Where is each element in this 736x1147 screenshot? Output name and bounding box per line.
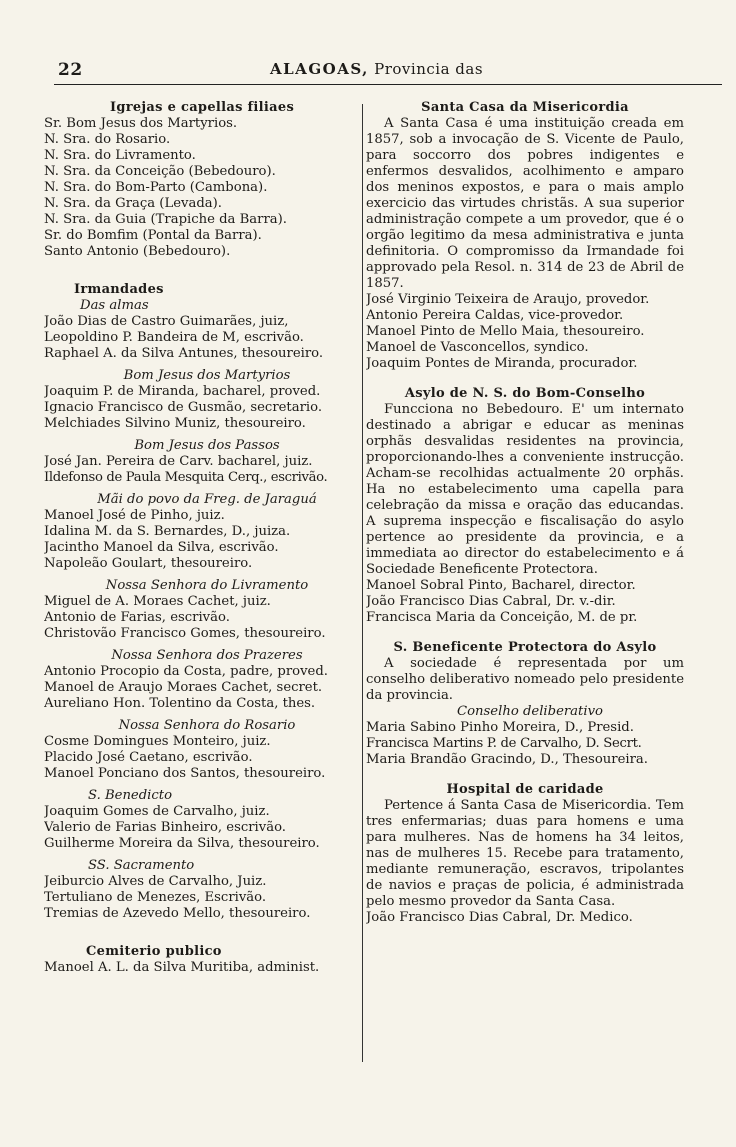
hospital-line: João Francisco Dias Cabral, Dr. Medico. <box>366 910 633 925</box>
santa-casa-text: A Santa Casa é uma instituição creada em 1857, sob a invocação de S. Vicente de Paulo, para soccorro dos pobres indigentes e enfermos desvalidos, acolhimento e amparo dos meninos expostos, e para o mais amplo exercicio das virtudes christãs. A sua superior administração compete a um provedor, que é o orgão legitimo da mesa administrativa e junta definitoria. O compromisso da Irmandade foi approvado pela Resol. n. 314 de 23 de Abril de 1857. <box>366 116 684 291</box>
santa-casa-line: Manoel Pinto de Mello Maia, thesoureiro. <box>366 324 645 339</box>
column-divider <box>362 104 363 1062</box>
santa-casa-line: José Virginio Teixeira de Araujo, provedor. <box>366 292 650 307</box>
igrejas-list <box>44 116 360 260</box>
santa-casa-line: Antonio Pereira Caldas, vice-provedor. <box>366 308 624 323</box>
group-line: Manoel de Araujo Moraes Cachet, secret. <box>44 680 323 695</box>
sociedade-sub: Conselho deliberativo <box>457 704 603 719</box>
group-title: Bom Jesus dos Passos <box>134 438 280 453</box>
santa-casa-heading: Santa Casa da Misericordia <box>421 100 629 115</box>
group-line: Valerio de Farias Binheiro, escrivão. <box>44 820 286 835</box>
group-line: Manoel José de Pinho, juiz. <box>44 508 225 523</box>
group-line: Leopoldino P. Bandeira de M, escrivão. <box>44 330 304 345</box>
sociedade-heading: S. Beneficente Protectora do Asylo <box>393 640 657 655</box>
hospital-text: Pertence á Santa Casa de Misericordia. Tem tres enfermarias; duas para homens e uma para mulheres. Nas de homens ha 34 leitos, nas de mulheres 15. Recebe para tratamento, mediante remuneração, escravos, tripolantes de navios e praças de policia, é administrada pelo mesmo provedor da Santa Casa. <box>366 798 684 909</box>
asylo-line: Manoel Sobral Pinto, Bacharel, director. <box>366 578 636 593</box>
group-line: Antonio de Farias, escrivão. <box>44 610 230 625</box>
group-line: Joaquim Gomes de Carvalho, juiz. <box>44 804 270 819</box>
list-item: N. Sra. da Graça (Levada). <box>44 196 222 211</box>
list-item: Sr. do Bomfim (Pontal da Barra). <box>44 228 262 243</box>
hospital-heading: Hospital de caridade <box>446 782 604 797</box>
sociedade-line: Maria Brandão Gracindo, D., Thesoureira. <box>366 752 648 767</box>
group-line: Ignacio Francisco de Gusmão, secretario. <box>44 400 323 415</box>
group-title: SS. Sacramento <box>88 858 195 873</box>
asylo-line: João Francisco Dias Cabral, Dr. v.-dir. <box>366 594 616 609</box>
group-line: Christovão Francisco Gomes, thesoureiro. <box>44 626 326 641</box>
asylo-heading: Asylo de N. S. do Bom-Conselho <box>404 386 646 401</box>
running-head <box>270 60 483 78</box>
group-title: Nossa Senhora do Rosario <box>118 718 296 733</box>
group-line: João Dias de Castro Guimarães, juiz, <box>44 314 289 329</box>
list-item: N. Sra. do Rosario. <box>44 132 171 147</box>
group-line: Manoel Ponciano dos Santos, thesoureiro. <box>44 766 326 781</box>
santa-casa-line: Joaquim Pontes de Miranda, procurador. <box>366 356 638 371</box>
group-line: Tremias de Azevedo Mello, thesoureiro. <box>44 906 311 921</box>
sociedade-line: Francisca Martins P. de Carvalho, D. Secrt. <box>366 736 642 751</box>
group-line: Miguel de A. Moraes Cachet, juiz. <box>44 594 271 609</box>
header-rule <box>54 84 722 85</box>
group-line: Napoleão Goulart, thesoureiro. <box>44 556 253 571</box>
group-line: Jacintho Manoel da Silva, escrivão. <box>44 540 279 555</box>
group-line: Antonio Procopio da Costa, padre, proved. <box>44 664 328 679</box>
asylo-line: Francisca Maria da Conceição, M. de pr. <box>366 610 638 625</box>
igrejas-heading: Igrejas e capellas filiaes <box>109 100 295 115</box>
cemiterio-line: Manoel A. L. da Silva Muritiba, administ. <box>44 960 320 975</box>
group-title: Mãi do povo da Freg. de Jaraguá <box>97 492 317 507</box>
list-item: N. Sra. da Conceição (Bebedouro). <box>44 164 276 179</box>
group-title: Das almas <box>80 298 149 313</box>
group-line: José Jan. Pereira de Carv. bacharel, juiz. <box>44 454 313 469</box>
page-number: 22 <box>58 60 83 80</box>
list-item: N. Sra. do Livramento. <box>44 148 196 163</box>
group-line: Guilherme Moreira da Silva, thesoureiro. <box>44 836 320 851</box>
page-header <box>22 48 712 88</box>
running-head-title: ALAGOAS, <box>270 60 369 78</box>
group-line: Melchiades Silvino Muniz, thesoureiro. <box>44 416 306 431</box>
sociedade-text: A sociedade é representada por um conselho deliberativo nomeado pelo presidente da provincia. <box>366 656 684 703</box>
group-title: S. Benedicto <box>88 788 173 803</box>
santa-casa-line: Manoel de Vasconcellos, syndico. <box>366 340 589 355</box>
list-item: N. Sra. da Guia (Trapiche da Barra). <box>44 212 287 227</box>
group-line: Joaquim P. de Miranda, bacharel, proved. <box>44 384 321 399</box>
list-item: N. Sra. do Bom-Parto (Cambona). <box>44 180 268 195</box>
group-line: Aureliano Hon. Tolentino da Costa, thes. <box>44 696 316 711</box>
group-line: Idalina M. da S. Bernardes, D., juiza. <box>44 524 291 539</box>
list-item: Santo Antonio (Bebedouro). <box>44 244 231 259</box>
group-title: Nossa Senhora dos Prazeres <box>111 648 303 663</box>
left-column <box>44 100 360 1080</box>
group-line: Tertuliano de Menezes, Escrivão. <box>44 890 267 905</box>
group-line: Jeiburcio Alves de Carvalho, Juiz. <box>44 874 267 889</box>
right-column <box>366 100 684 1080</box>
group-title: Nossa Senhora do Livramento <box>105 578 309 593</box>
group-line: Placido José Caetano, escrivão. <box>44 750 253 765</box>
group-line: Cosme Domingues Monteiro, juiz. <box>44 734 271 749</box>
sociedade-line: Maria Sabino Pinho Moreira, D., Presid. <box>366 720 634 735</box>
running-head-subtitle: Provincia das <box>374 60 484 78</box>
group-line: Ildefonso de Paula Mesquita Cerq., escrivão. <box>44 470 328 485</box>
group-title: Bom Jesus dos Martyrios <box>123 368 291 383</box>
list-item: Sr. Bom Jesus dos Martyrios. <box>44 116 238 131</box>
cemiterio-heading: Cemiterio publico <box>86 944 222 959</box>
irmandades-heading: Irmandades <box>74 282 164 297</box>
asylo-text: Funcciona no Bebedouro. E' um internato destinado a abrigar e educar as meninas orphãs desvalidas residentes na provincia, proporcionando-lhes a conveniente instrucção. Acham-se recolhidas actualmente 20 orphãs. Ha no estabelecimento uma capella para celebração da missa e oração das educandas. A suprema inspecção e fiscalisação do asylo pertence ao presidente da provincia, e a immediata ao director do estabelecimento e á Sociedade Beneficente Protectora. <box>366 402 684 577</box>
group-line: Raphael A. da Silva Antunes, thesoureiro. <box>44 346 324 361</box>
